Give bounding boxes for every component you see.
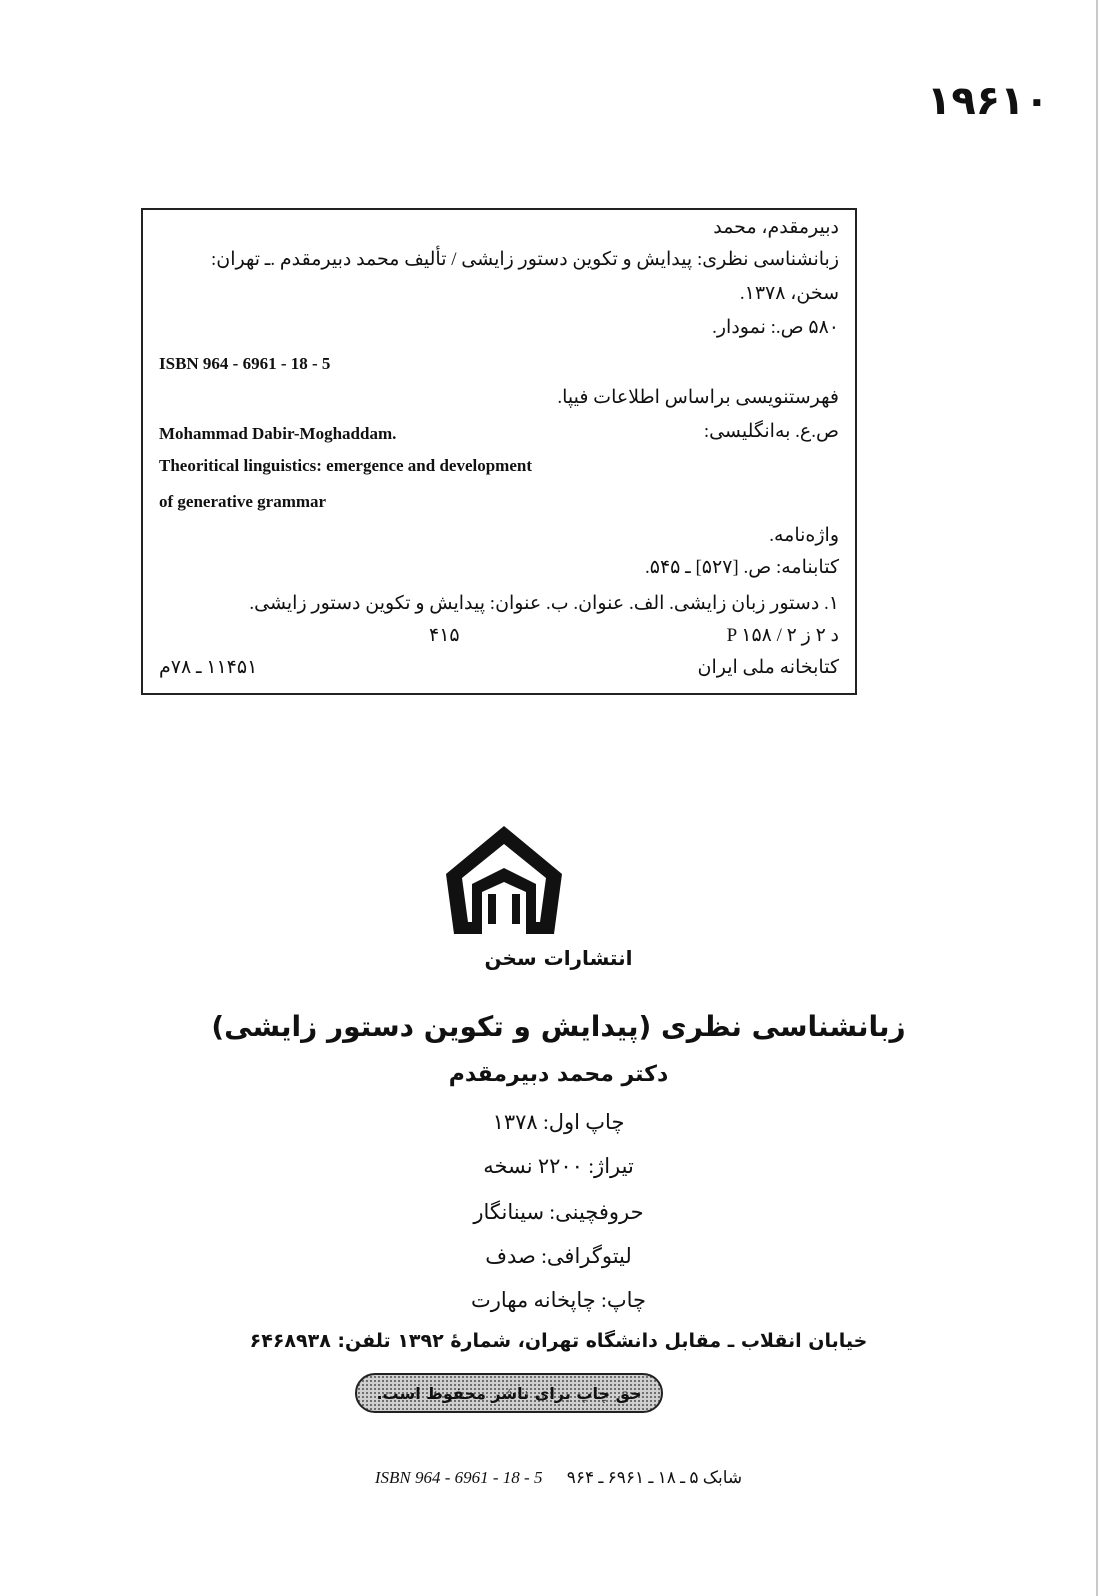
cip-bibliography: کتابنامه: ص. [۵۲۷] ـ ۵۴۵. — [645, 557, 839, 578]
cip-dewey: ۴۱۵ — [429, 625, 460, 646]
publisher-name: انتشارات سخن — [484, 946, 633, 970]
cip-classification-row — [159, 624, 839, 647]
cip-english-title-line1: Theoritical linguistics: emergence and development — [159, 456, 533, 475]
cip-extent: ۵۸۰ ص.: نمودار. — [712, 317, 839, 338]
rights-reserved-badge: حق چاپ برای ناشر محفوظ است. — [355, 1373, 663, 1413]
colophon-title: زبانشناسی نظری (پیدایش و تکوین دستور زایشی) — [211, 1010, 906, 1043]
cip-title-line1: زبانشناسی نظری: پیدایش و تکوین دستور زایشی / تألیف محمد دبیرمقدم .ـ تهران: — [210, 249, 839, 270]
cip-isbn: ISBN 964 - 6961 - 18 - 5 — [159, 354, 331, 373]
footer-isbn — [0, 1468, 1117, 1488]
sokhan-publisher-logo-icon — [442, 822, 566, 936]
cip-library-name: کتابخانه ملی ایران — [697, 657, 839, 678]
footer-isbn-latin: ISBN 964 - 6961 - 18 - 5 — [374, 1468, 543, 1487]
cip-record-box — [141, 208, 857, 695]
colophon-first-printing: چاپ اول: ۱۳۷۸ — [492, 1110, 625, 1134]
cip-library-row — [159, 656, 839, 679]
cip-english-label: ص.ع. به‌انگلیسی: — [703, 421, 839, 442]
cip-call-number: P ۱۵۸ / ۲ د ۲ ز — [726, 625, 839, 646]
colophon-typesetting: حروفچینی: سینانگار — [473, 1200, 644, 1224]
cip-title-line2: سخن، ۱۳۷۸. — [739, 283, 839, 304]
cip-subjects: ۱. دستور زبان زایشی. الف. عنوان. ب. عنوان: پیدایش و تکوین دستور زایشی. — [249, 593, 839, 614]
cip-english-title-line2: of generative grammar — [159, 492, 327, 511]
colophon-printing: چاپ: چاپخانه مهارت — [470, 1288, 646, 1312]
cip-english-author: Mohammad Dabir-Moghaddam. — [159, 424, 397, 443]
cip-author-heading: دبیرمقدم، محمد — [713, 217, 839, 238]
cip-library-number: ۱۱۴۵۱ ـ ۷۸م — [159, 657, 258, 678]
colophon-address: خیابان انقلاب ـ مقابل دانشگاه تهران، شمارهٔ ۱۳۹۲ تلفن: ۶۴۶۸۹۳۸ — [249, 1330, 868, 1352]
cip-fipa-note: فهرستنویسی براساس اطلاعات فیپا. — [557, 387, 839, 408]
accession-number: ۱۹۶۱۰ — [926, 78, 1049, 124]
footer-isbn-persian: شابک ۵ ـ ۱۸ ـ ۶۹۶۱ ـ ۹۶۴ — [566, 1468, 743, 1487]
colophon-lithography: لیتوگرافی: صدف — [485, 1244, 632, 1268]
page-edge-rule — [1096, 0, 1098, 1596]
cip-glossary: واژه‌نامه. — [769, 525, 839, 546]
colophon-author: دکتر محمد دبیرمقدم — [448, 1062, 669, 1087]
colophon-circulation: تیراژ: ۲۲۰۰ نسخه — [483, 1154, 634, 1178]
